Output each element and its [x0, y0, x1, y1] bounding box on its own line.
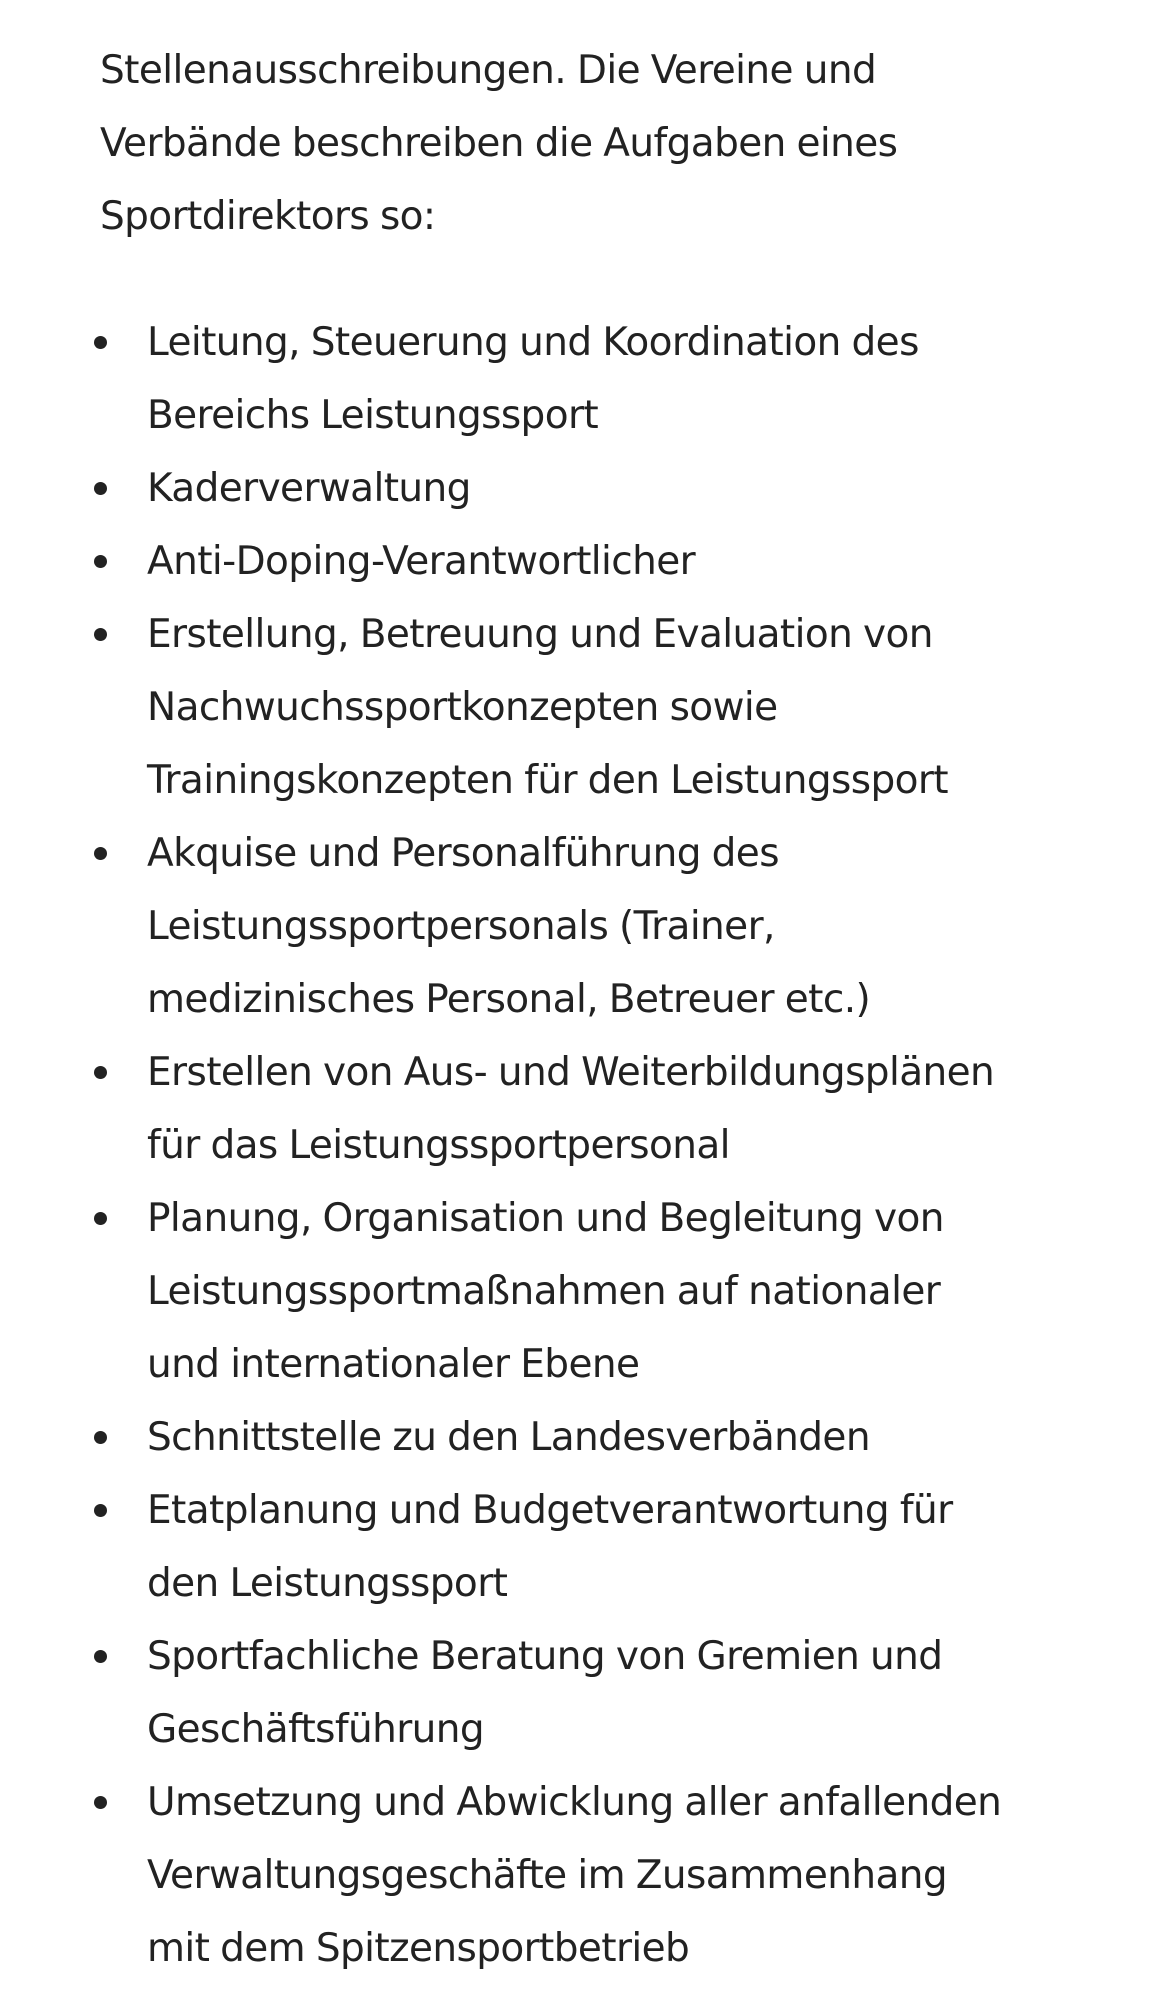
- list-item: [100, 525, 1100, 598]
- list-item-line: Geschäftsführung: [147, 1707, 485, 1752]
- list-item: [100, 1036, 1100, 1182]
- list-item: [100, 1401, 1100, 1474]
- list-item-line: Erstellen von Aus- und Weiterbildungsplänen: [147, 1050, 995, 1095]
- task-list: [100, 306, 1100, 1985]
- list-item-line: Schnittstelle zu den Landesverbänden: [147, 1415, 870, 1460]
- list-item-line: Etatplanung und Budgetverantwortung für: [147, 1488, 953, 1533]
- list-item: [100, 1182, 1100, 1401]
- intro-line: Verbände beschreiben die Aufgaben eines: [100, 121, 898, 166]
- bullet-icon: [94, 628, 107, 641]
- list-item-line: Leitung, Steuerung und Koordination des: [147, 320, 919, 365]
- bullet-icon: [94, 482, 107, 495]
- list-item-line: Trainingskonzepten für den Leistungssport: [147, 758, 948, 803]
- list-item: [100, 1474, 1100, 1620]
- list-item-line: Kaderverwaltung: [147, 466, 471, 511]
- bullet-icon: [94, 1431, 107, 1444]
- bullet-icon: [94, 1066, 107, 1079]
- bullet-icon: [94, 1212, 107, 1225]
- list-item-line: und internationaler Ebene: [147, 1342, 640, 1387]
- bullet-icon: [94, 555, 107, 568]
- bullet-icon: [94, 1796, 107, 1809]
- bullet-icon: [94, 1650, 107, 1663]
- list-item-line: Anti-Doping-Verantwortlicher: [147, 539, 696, 584]
- list-item-line: Planung, Organisation und Begleitung von: [147, 1196, 944, 1241]
- list-item: [100, 1766, 1100, 1985]
- list-item-line: den Leistungssport: [147, 1561, 508, 1606]
- bullet-icon: [94, 1504, 107, 1517]
- list-item: [100, 1620, 1100, 1766]
- list-item-line: Bereichs Leistungssport: [147, 393, 599, 438]
- list-item-line: Sportfachliche Beratung von Gremien und: [147, 1634, 943, 1679]
- list-item-line: Akquise und Personalführung des: [147, 831, 779, 876]
- list-item: [100, 452, 1100, 525]
- list-item-line: mit dem Spitzensportbetrieb: [147, 1926, 690, 1971]
- bullet-icon: [94, 336, 107, 349]
- bullet-icon: [94, 847, 107, 860]
- list-item: [100, 306, 1100, 452]
- list-item-line: medizinisches Personal, Betreuer etc.): [147, 977, 871, 1022]
- intro-line: Sportdirektors so:: [100, 194, 436, 239]
- list-item-line: Leistungssportpersonals (Trainer,: [147, 904, 775, 949]
- list-item-line: Verwaltungsgeschäfte im Zusammenhang: [147, 1853, 948, 1898]
- list-item-line: Leistungssportmaßnahmen auf nationaler: [147, 1269, 941, 1314]
- article-content: [100, 34, 1100, 1985]
- list-item-line: Erstellung, Betreuung und Evaluation von: [147, 612, 933, 657]
- list-item-line: für das Leistungssportpersonal: [147, 1123, 730, 1168]
- list-item-line: Umsetzung und Abwicklung aller anfallenden: [147, 1780, 1002, 1825]
- list-item: [100, 817, 1100, 1036]
- intro-paragraph: [100, 34, 1100, 253]
- list-item-line: Nachwuchssportkonzepten sowie: [147, 685, 778, 730]
- list-item: [100, 598, 1100, 817]
- intro-line: Stellenausschreibungen. Die Vereine und: [100, 48, 877, 93]
